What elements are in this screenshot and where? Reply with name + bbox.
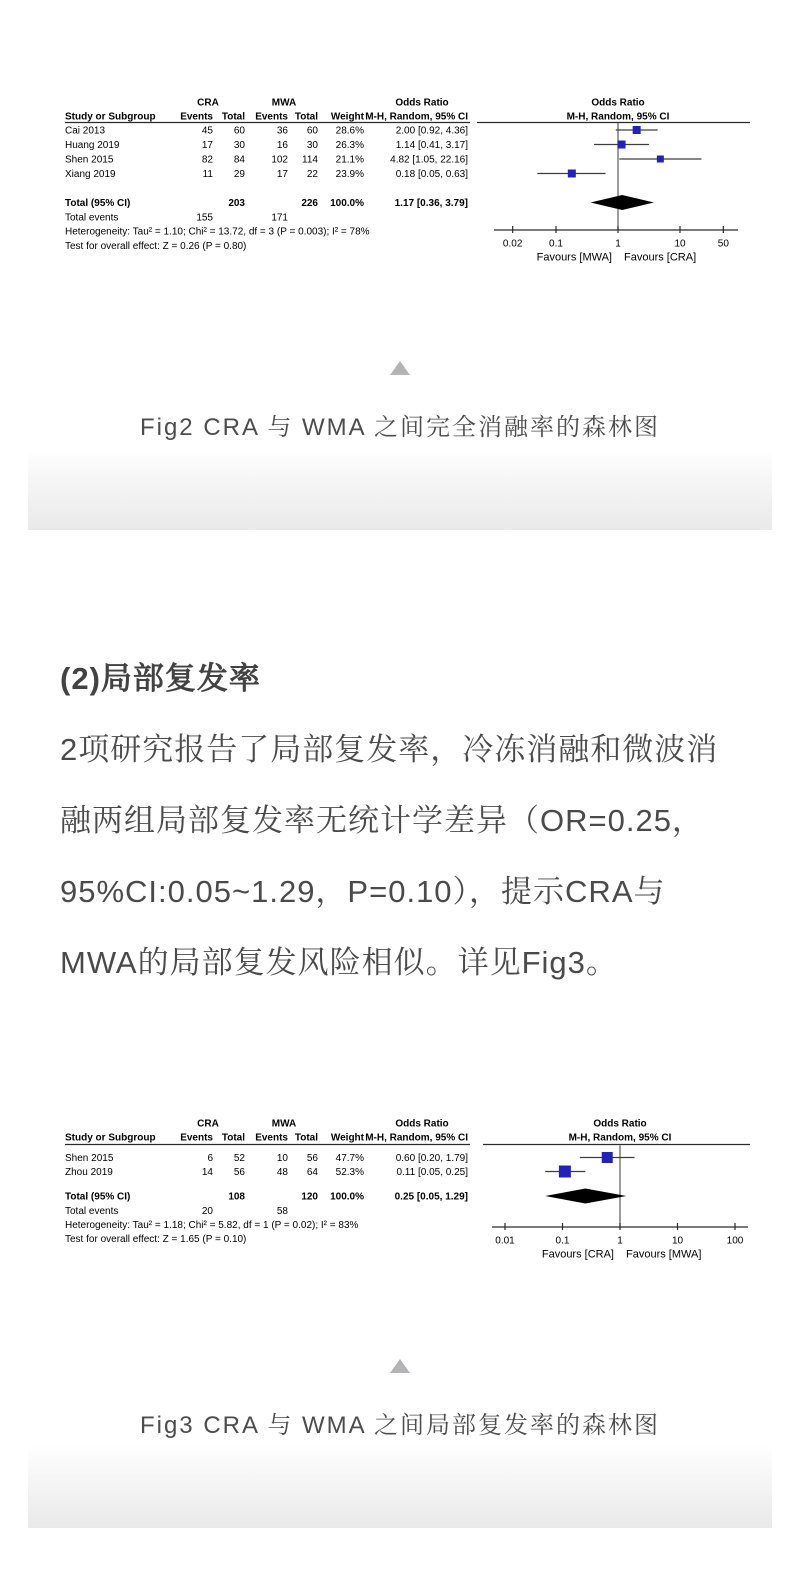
plot-text: 16 <box>276 140 288 151</box>
plot-text: 1 <box>615 238 621 250</box>
plot-text: 47.7% <box>335 1153 364 1164</box>
plot-text: 84 <box>233 154 245 166</box>
plot-text: 14 <box>201 1167 213 1178</box>
plot-text: 64 <box>306 1167 318 1178</box>
plot-text: M-H, Random, 95% CI <box>365 111 468 123</box>
plot-text: Odds Ratio <box>395 1118 449 1130</box>
plot-text: 0.02 <box>502 238 523 250</box>
plot-text: 60 <box>233 125 245 137</box>
pooled-effect-diamond <box>590 195 653 210</box>
plot-text: 4.82 [1.05, 22.16] <box>390 154 468 166</box>
plot-text: Events <box>255 111 288 123</box>
plot-text: M-H, Random, 95% CI <box>365 1132 468 1144</box>
plot-text: Total <box>294 1132 318 1144</box>
plot-text: 50 <box>717 238 729 250</box>
plot-text: 0.60 [0.20, 1.79] <box>395 1153 468 1164</box>
plot-text: Heterogeneity: Tau² = 1.10; Chi² = 13.72, df = 3 (P = 0.003); I² = 78% <box>65 226 370 238</box>
plot-text: 36 <box>276 125 288 137</box>
plot-text: 0.01 <box>495 1235 515 1247</box>
plot-text: 22 <box>306 169 318 180</box>
plot-text: 1.14 [0.41, 3.17] <box>395 140 468 151</box>
study-or-marker <box>618 141 626 149</box>
plot-text: 11 <box>202 169 213 180</box>
plot-text: 52.3% <box>335 1167 364 1178</box>
plot-text: 82 <box>201 154 213 166</box>
section-heading: (2)局部复发率 <box>60 661 261 696</box>
forest-plot-fig3-local-recurrence <box>0 1112 800 1272</box>
plot-text: 30 <box>233 140 245 151</box>
pooled-effect-diamond <box>545 1189 626 1204</box>
plot-text: Test for overall effect: Z = 1.65 (P = 0.10) <box>65 1234 247 1245</box>
plot-text: 10 <box>674 238 686 250</box>
plot-text: Zhou 2019 <box>65 1167 113 1178</box>
study-or-marker <box>657 156 664 163</box>
plot-text: 20 <box>201 1206 213 1217</box>
plot-text: M-H, Random, 95% CI <box>566 111 670 123</box>
plot-text: MWA <box>271 97 297 109</box>
study-or-marker <box>602 1152 613 1163</box>
plot-text: 108 <box>228 1191 245 1203</box>
plot-text: 10 <box>671 1235 684 1247</box>
plot-text: 52 <box>233 1153 245 1164</box>
plot-text: 6 <box>207 1153 213 1164</box>
plot-text: Total <box>221 111 245 123</box>
plot-text: 155 <box>196 212 213 224</box>
plot-text: Weight <box>330 1132 364 1144</box>
plot-text: 30 <box>306 140 318 151</box>
plot-text: Study or Subgroup <box>65 111 156 123</box>
plot-text: 21.1% <box>335 154 364 166</box>
study-or-marker <box>633 126 641 134</box>
plot-text: 26.3% <box>335 140 364 151</box>
plot-text: Study or Subgroup <box>65 1132 156 1144</box>
plot-text: Cai 2013 <box>65 125 106 137</box>
plot-text: Total events <box>65 212 119 224</box>
collapse-arrow-icon[interactable] <box>390 1359 410 1373</box>
plot-text: 0.25 [0.05, 1.29] <box>394 1191 468 1203</box>
plot-text: 114 <box>302 154 318 166</box>
plot-text: 56 <box>233 1167 245 1178</box>
plot-text: Odds Ratio <box>593 1118 647 1130</box>
plot-text: Odds Ratio <box>591 97 645 109</box>
plot-text: CRA <box>197 97 219 109</box>
plot-text: 171 <box>271 212 288 224</box>
plot-text: 100 <box>726 1235 744 1247</box>
plot-text: Total (95% CI) <box>65 198 131 209</box>
plot-text: Favours [CRA] <box>624 251 697 264</box>
plot-text: 60 <box>306 125 318 137</box>
plot-text: 23.9% <box>335 169 364 180</box>
paragraph-line: 95%CI:0.05~1.29，P=0.10），提示CRA与 <box>60 874 666 909</box>
plot-text: 102 <box>271 154 288 166</box>
plot-text: 0.18 [0.05, 0.63] <box>395 169 468 180</box>
plot-text: 48 <box>276 1167 288 1178</box>
plot-text: Favours [CRA] <box>541 1248 614 1261</box>
study-or-marker <box>568 170 576 178</box>
plot-text: Xiang 2019 <box>65 169 116 180</box>
plot-text: 17 <box>276 169 288 180</box>
plot-text: 45 <box>201 125 213 137</box>
plot-text: Heterogeneity: Tau² = 1.18; Chi² = 5.82, df = 1 (P = 0.02); I² = 83% <box>65 1220 359 1231</box>
figure-fade-band <box>28 1444 772 1528</box>
plot-text: Total events <box>65 1206 119 1217</box>
plot-text: 17 <box>201 140 213 151</box>
plot-text: Shen 2015 <box>65 1153 114 1164</box>
plot-text: Test for overall effect: Z = 0.26 (P = 0.80) <box>65 241 247 252</box>
plot-text: Events <box>180 1132 213 1144</box>
plot-text: 56 <box>306 1153 318 1164</box>
collapse-arrow-icon[interactable] <box>390 361 410 375</box>
plot-text: Favours [MWA] <box>626 1248 702 1261</box>
plot-text: Favours [MWA] <box>536 251 612 264</box>
plot-text: 226 <box>301 198 318 209</box>
plot-text: Total <box>221 1132 245 1144</box>
plot-text: 100.0% <box>330 198 364 209</box>
plot-text: MWA <box>271 1118 297 1130</box>
plot-text: Odds Ratio <box>395 97 449 109</box>
plot-text: Total <box>294 111 318 123</box>
plot-text: 0.1 <box>555 1235 570 1247</box>
plot-text: Weight <box>330 111 364 123</box>
forest-plot-fig2-complete-ablation <box>0 88 800 268</box>
paragraph-line: MWA的局部复发风险相似。详见Fig3。 <box>60 945 618 980</box>
plot-text: Events <box>255 1132 288 1144</box>
paragraph-line: 融两组局部复发率无统计学差异（OR=0.25， <box>60 803 704 838</box>
plot-text: 2.00 [0.92, 4.36] <box>395 125 468 137</box>
figure-caption-fig2: Fig2 CRA 与 WMA 之间完全消融率的森林图 <box>139 414 661 441</box>
plot-text: 28.6% <box>335 125 364 137</box>
plot-text: 120 <box>301 1191 318 1203</box>
plot-text: Shen 2015 <box>65 154 114 166</box>
plot-text: 1 <box>617 1235 623 1247</box>
study-or-marker <box>559 1166 571 1178</box>
plot-text: 203 <box>228 198 245 209</box>
plot-text: Huang 2019 <box>65 140 120 151</box>
plot-text: 0.1 <box>549 238 563 250</box>
plot-text: 0.11 [0.05, 0.25] <box>396 1167 468 1178</box>
paragraph-line: 2项研究报告了局部复发率，冷冻消融和微波消 <box>60 732 719 767</box>
plot-text: 58 <box>276 1206 288 1217</box>
figure-caption-fig3: Fig3 CRA 与 WMA 之间局部复发率的森林图 <box>139 1412 661 1439</box>
plot-text: 10 <box>276 1153 288 1164</box>
plot-text: 29 <box>233 169 245 180</box>
plot-text: Total (95% CI) <box>65 1191 131 1203</box>
plot-text: 100.0% <box>330 1191 364 1203</box>
plot-text: M-H, Random, 95% CI <box>568 1132 672 1144</box>
plot-text: Events <box>180 111 213 123</box>
plot-text: CRA <box>197 1118 219 1130</box>
plot-text: 1.17 [0.36, 3.79] <box>394 198 468 209</box>
figure-fade-band <box>28 446 772 530</box>
